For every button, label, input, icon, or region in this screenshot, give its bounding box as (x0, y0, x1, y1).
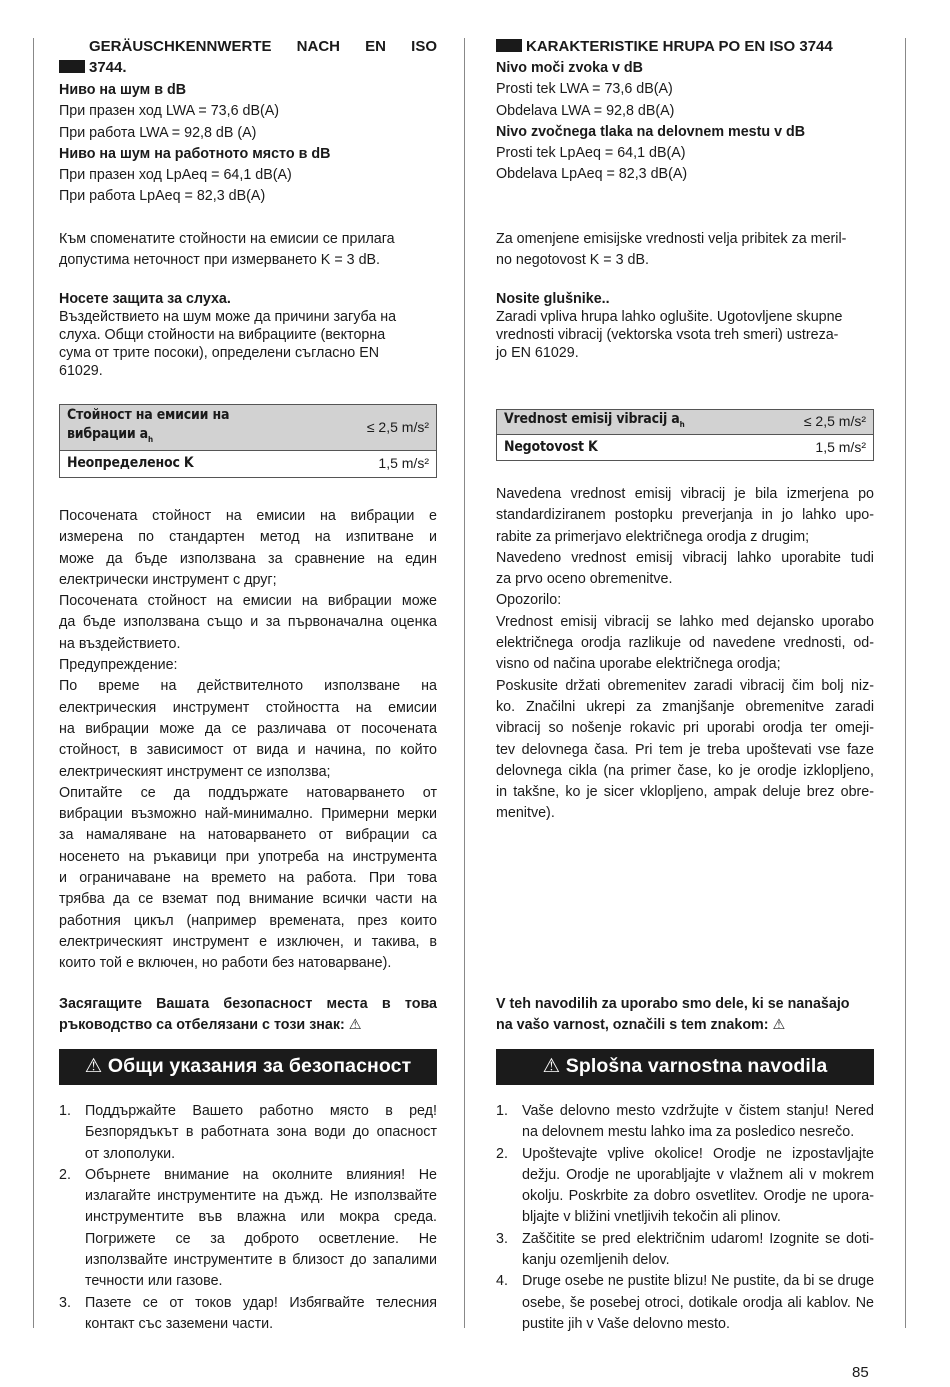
noise-line: Ниво на шум в dB (59, 82, 187, 98)
list-item-number: 2. (59, 1166, 71, 1183)
paragraph-line: на вибрации може да се различава от посочената (59, 720, 437, 737)
hearing-line: сума от трите посоки), определени съгласно EN (59, 345, 380, 361)
noise-line: Obdelava LWA = 92,8 dB(A) (496, 102, 675, 119)
paragraph-line: Vrednost emisij vibracij se lahko med dejansko uporabo (496, 613, 874, 630)
hearing-title: Nosite glušnike.. (496, 291, 610, 307)
tolerance-line: Za omenjene emisijske vrednosti velja pribitek za meril- (496, 231, 847, 247)
tolerance-note (496, 229, 874, 272)
safety-banner: ⚠ Общи указания за безопасност (59, 1049, 437, 1085)
vibration-label: Vrednost emisij vibracij a (504, 410, 680, 427)
tolerance-line: Към споменатите стойности на емисии се прилага (59, 231, 395, 247)
safety-list (496, 1101, 874, 1335)
noise-values (496, 58, 874, 186)
paragraph-line: да бъде използвана също и за първоначална оценка (59, 614, 437, 631)
paragraph-line: menitve). (496, 805, 555, 822)
noise-heading (496, 36, 874, 57)
paragraph-line: По време на действителното използване на (59, 678, 437, 695)
safety-note-line: na vašo varnost, označili s tem znakom: ⚠ (496, 1017, 786, 1034)
black-marker (496, 39, 522, 52)
paragraph-line: които той е включен, но работи без натоварване). (59, 955, 392, 972)
paragraph-line: електрически инструмент с друг; (59, 571, 277, 588)
list-item-line: pustite jih v Vaše delovno mesto. (522, 1315, 730, 1332)
list-item (496, 1271, 874, 1335)
paragraph-line: Посочената стойност на емисии на вибрации може (59, 593, 437, 610)
noise-heading-line: GERÄUSCHKENNWERTE NACH EN ISO (89, 38, 437, 55)
list-item-number: 1. (59, 1103, 71, 1119)
list-item (496, 1101, 874, 1144)
safety-marker-note (59, 994, 437, 1037)
list-item-line: инструментите във влажна или мокра среда. (85, 1209, 437, 1226)
hearing-protection (59, 290, 437, 380)
paragraph-line: delovnega cikla (na primer čase, ko je orodje izklopljeno, (496, 762, 874, 779)
noise-heading (59, 36, 437, 79)
paragraph-line: standardiziranem postopku preverjanja in jo lahko upo- (496, 507, 874, 524)
noise-line: Ниво на шум на работното място в dB (59, 145, 331, 162)
list-item-number: 3. (59, 1294, 71, 1311)
paragraph-line: Opozorilo: (496, 592, 562, 609)
noise-line: Obdelava LpAeq = 82,3 dB(A) (496, 166, 688, 183)
paragraph-line: може да бъде използвана за сравнение на един (59, 550, 437, 567)
paragraph-line: ko. Značilni ukrepi za zmanjšanje obremenitve zaradi (496, 698, 874, 715)
noise-line: Prosti tek LpAeq = 64,1 dB(A) (496, 145, 686, 162)
vibration-table (59, 404, 437, 478)
list-item-line: Upoštevajte vplive okolice! Orodje ne izpostavljajte (522, 1145, 874, 1162)
vibration-label: Стойност на емисии на (67, 407, 230, 424)
noise-line: При работа LWA = 92,8 dB (A) (59, 124, 257, 141)
tolerance-line: допустима неточност при измерването K = 3 dB. (59, 252, 381, 269)
list-item-line: okolju. Poskrbite za dobro osvetlitev. Orodje ne upora- (522, 1188, 874, 1205)
list-item-line: dežju. Orodje ne uporabljajte v vlažnem ali v mokrem (522, 1166, 874, 1183)
paragraph-line: vibracij so nošenje rokavic pri uporabi orodja ter omeji- (496, 720, 874, 737)
paragraph-line: трябва да се вземат под внимание всички части на (59, 891, 437, 908)
list-item-line: от злополуки. (85, 1145, 176, 1162)
paragraph-line: за намаляване на натоварването от вибрации са (59, 827, 437, 844)
list-item-line: Обърнете внимание на околните влияния! Не (85, 1166, 437, 1183)
list-item-number: 1. (496, 1103, 508, 1119)
hearing-protection (496, 290, 874, 362)
vibration-value: ≤ 2,5 m/s² (803, 413, 866, 430)
list-item-number: 4. (496, 1273, 508, 1290)
hearing-line: Въздействието на шум може да причини загуба на (59, 309, 397, 325)
noise-line: При празен ход LpAeq = 64,1 dB(A) (59, 167, 292, 184)
paragraph-line: rabite za primerjavo električnega orodja z drugim; (496, 528, 810, 545)
hearing-title: Носете защита за слуха. (59, 291, 231, 307)
vibration-paragraph (59, 506, 437, 975)
safety-banner: ⚠ Splošna varnostna navodila (496, 1049, 874, 1085)
list-item (496, 1229, 874, 1272)
list-item-line: Пазете се от токов удар! Избягвайте телесния (85, 1294, 437, 1311)
paragraph-line: Опитайте се да поддържате натоварването от (59, 784, 437, 801)
vibration-value: ≤ 2,5 m/s² (366, 418, 429, 435)
paragraph-line: работния цикъл (например времената, през които (59, 912, 437, 929)
safety-note-line: V teh navodilih za uporabo smo dele, ki se nanašajo (496, 996, 850, 1012)
list-item-number: 3. (496, 1230, 508, 1247)
paragraph-line: измерена по стандартен метод на изпитване и (59, 529, 437, 546)
vibration-subscript: h (147, 434, 153, 444)
uncertainty-value: 1,5 m/s² (815, 438, 866, 455)
vibration-subscript: h (679, 419, 685, 429)
list-item-line: osebe, še posebej otroci, dotikale orodja ali kablov. Ne (522, 1294, 874, 1311)
list-item-line: Поддържайте Вашето работно място в ред! (85, 1103, 437, 1119)
list-item-line: контакт със заземени части. (85, 1315, 274, 1332)
list-item-line: излагайте инструментите на дъжд. Не използвайте (85, 1188, 437, 1205)
list-item-number: 2. (496, 1145, 508, 1162)
paragraph-line: za prvo oceno obremenitve. (496, 571, 673, 588)
vibration-row (497, 410, 873, 435)
noise-heading-text: KARAKTERISTIKE HRUPA PO EN ISO 3744 (526, 38, 833, 55)
list-item (59, 1101, 437, 1165)
noise-line: Nivo moči zvoka v dB (496, 60, 643, 76)
paragraph-line: in takšne, ko je sicer vklopljeno, ampak deluje brez obre- (496, 784, 874, 801)
list-item-line: Vaše delovno mesto vzdržujte v čistem stanju! Nered (522, 1103, 874, 1119)
list-item (59, 1165, 437, 1293)
noise-heading-line: 3744. (89, 59, 127, 77)
column-divider (464, 38, 465, 1328)
safety-note-line: Засягащите Вашата безопасност места в това (59, 996, 437, 1012)
noise-line: Prosti tek LWA = 73,6 dB(A) (496, 81, 673, 98)
black-marker (59, 60, 85, 73)
list-item-line: течности или газове. (85, 1273, 223, 1290)
page-number: 85 (852, 1364, 869, 1381)
uncertainty-label: Неопределенос K (67, 455, 194, 472)
list-item-line: Безпорядъкът в работната зона води до опасност (85, 1124, 437, 1141)
paragraph-line: Navedeno vrednost emisij vibracij lahko uporabite tudi (496, 549, 874, 566)
paragraph-line: електрическия инструмент стойността на емисии (59, 699, 437, 716)
safety-note-line: ръководство са отбелязани с този знак: ⚠ (59, 1017, 362, 1034)
hearing-line: vrednosti vibracij (vektorska vsota treh smeri) ustreza- (496, 327, 839, 343)
vibration-row (60, 405, 436, 451)
list-item-line: използвайте инструментите в близост до запалими (85, 1252, 437, 1269)
column-rule-left (33, 38, 34, 1328)
safety-list (59, 1101, 437, 1335)
tolerance-line: no negotovost K = 3 dB. (496, 252, 650, 269)
hearing-line: 61029. (59, 363, 103, 379)
uncertainty-label: Negotovost K (504, 438, 598, 455)
paragraph-line: električnega orodja razlikuje od navedene vrednosti, od- (496, 635, 874, 652)
paragraph-line: Посочената стойност на емисии на вибрации е (59, 508, 437, 524)
vibration-table (496, 409, 874, 461)
noise-values (59, 80, 437, 208)
uncertainty-row (497, 435, 873, 460)
paragraph-line: стойност, в зависимост от вида и начина, по който (59, 742, 437, 759)
vibration-label: вибрации a (67, 426, 148, 443)
paragraph-line: Poskusite držati obremenitev zaradi vibracij čim bolj niz- (496, 677, 874, 694)
paragraph-line: Navedena vrednost emisij vibracij je bila izmerjena po (496, 486, 874, 502)
uncertainty-value: 1,5 m/s² (378, 455, 429, 472)
hearing-line: слуха. Общи стойности на вибрациите (векторна (59, 327, 386, 343)
list-item-line: Zaščitite se pred električnim udarom! Izognite se doti- (522, 1230, 874, 1247)
tolerance-note (59, 229, 437, 272)
vibration-paragraph (496, 484, 874, 825)
list-item-line: na delovnem mestu lahko ima za posledico nesrečo. (522, 1124, 855, 1141)
list-item (496, 1144, 874, 1229)
paragraph-line: на въздействието. (59, 635, 181, 652)
noise-line: Nivo zvočnega tlaka na delovnem mestu v dB (496, 123, 806, 140)
list-item-line: Погрижете се за доброто осветление. Не (85, 1230, 437, 1247)
noise-line: При работа LpAeq = 82,3 dB(A) (59, 188, 266, 205)
paragraph-line: Предупреждение: (59, 657, 178, 674)
paragraph-line: електрическият инструмент се използва; (59, 763, 331, 780)
hearing-line: Zaradi vpliva hrupa lahko oglušite. Ugotovljene skupne (496, 309, 843, 325)
paragraph-line: и ограничаване на времето на работа. При това (59, 870, 437, 887)
list-item-line: bljajte v bližini vnetljivih tekočin ali plinov. (522, 1209, 781, 1226)
list-item-line: kanju ozemljenih delov. (522, 1252, 670, 1269)
noise-line: При празен ход LWA = 73,6 dB(A) (59, 103, 280, 120)
paragraph-line: visno od načina uporabe električnega orodja; (496, 656, 781, 673)
column-rule-right (905, 38, 906, 1328)
uncertainty-row (60, 451, 436, 477)
paragraph-line: вибрации възможно най-минимално. Примерни мерки (59, 806, 437, 823)
safety-marker-note (496, 994, 874, 1037)
paragraph-line: електрическият инструмент е изключен, и такива, в (59, 933, 437, 950)
paragraph-line: носенето на ръкавици при употреба на инструмента (59, 848, 437, 865)
paragraph-line: tev delovnega časa. Pri tem je treba upoštevati vse faze (496, 741, 874, 758)
list-item-line: Druge osebe ne pustite blizu! Ne pustite, da bi se druge (522, 1273, 875, 1290)
list-item (59, 1293, 437, 1336)
hearing-line: jo EN 61029. (496, 345, 579, 361)
